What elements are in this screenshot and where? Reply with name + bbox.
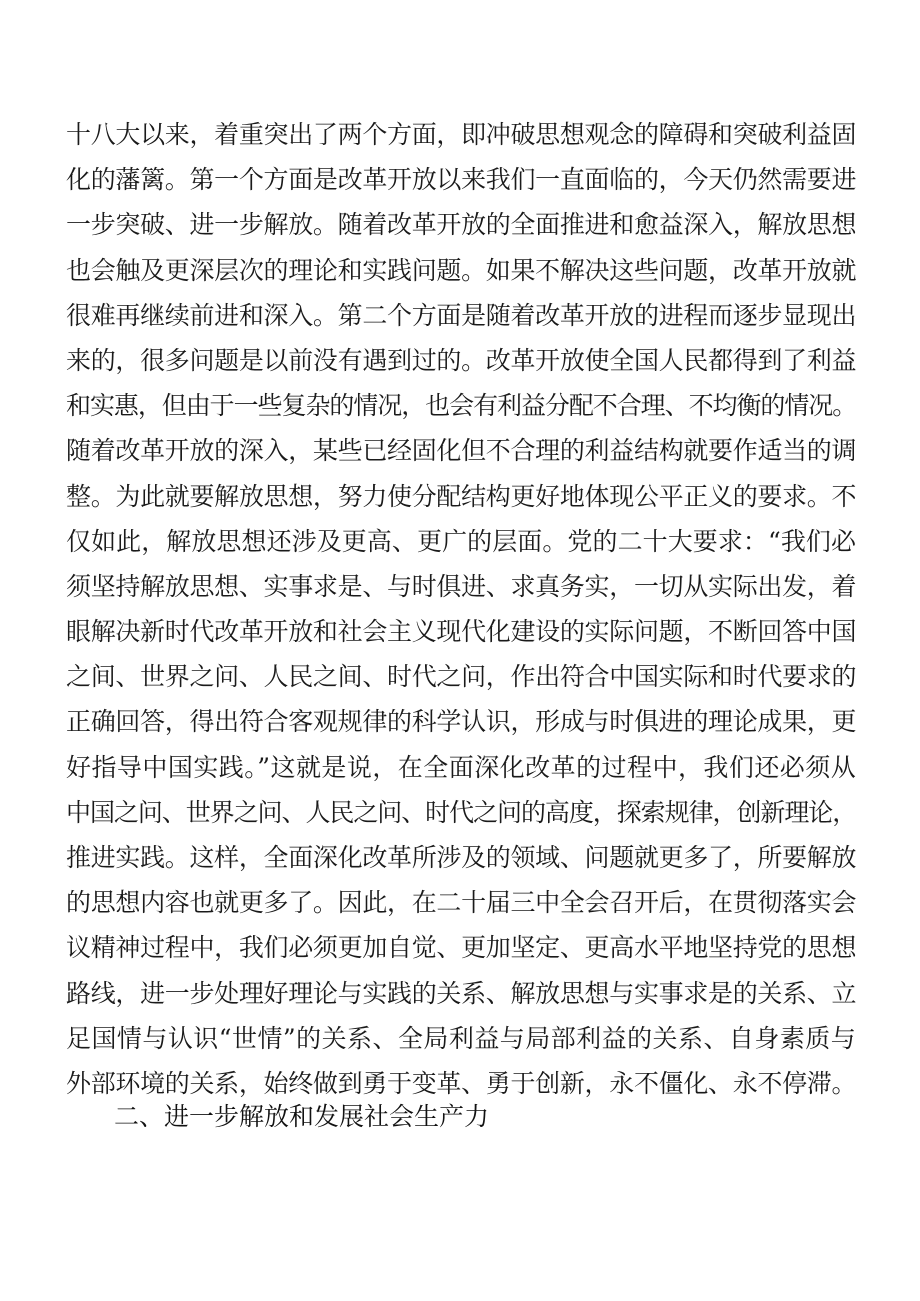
- paragraph-line: 外部环境的关系，始终做到勇于变革、勇于创新，永不僵化、永不停滞。: [66, 1068, 856, 1098]
- paragraph-line: 也会触及更深层次的理论和实践问题。如果不解决这些问题，改革开放就: [66, 255, 856, 285]
- paragraph-line: 中国之问、世界之问、人民之问、时代之问的高度，探索规律，创新理论，: [66, 797, 856, 827]
- paragraph-line: 仅如此，解放思想还涉及更高、更广的层面。党的二十大要求：“我们必: [66, 526, 856, 556]
- paragraph-line: 眼解决新时代改革开放和社会主义现代化建设的实际问题，不断回答中国: [66, 617, 856, 647]
- paragraph-line: 很难再继续前进和深入。第二个方面是随着改革开放的进程而逐步显现出: [66, 300, 856, 330]
- paragraph-line: 路线，进一步处理好理论与实践的关系、解放思想与实事求是的关系、立: [66, 978, 856, 1008]
- paragraph-line: 来的，很多问题是以前没有遇到过的。改革开放使全国人民都得到了利益: [66, 345, 856, 375]
- paragraph-line: 化的藩篱。第一个方面是改革开放以来我们一直面临的，今天仍然需要进: [66, 165, 856, 195]
- section-heading: 二、进一步解放和发展社会生产力: [114, 1102, 490, 1131]
- paragraph-line: 整。为此就要解放思想，努力使分配结构更好地体现公平正义的要求。不: [66, 481, 856, 511]
- paragraph-line: 正确回答，得出符合客观规律的科学认识，形成与时俱进的理论成果，更: [66, 707, 856, 737]
- paragraph-line: 好指导中国实践。”这就是说，在全面深化改革的过程中，我们还必须从: [66, 752, 856, 782]
- paragraph-line: 的思想内容也就更多了。因此，在二十届三中全会召开后，在贯彻落实会: [66, 888, 856, 918]
- paragraph-line: 推进实践。这样，全面深化改革所涉及的领域、问题就更多了，所要解放: [66, 843, 856, 872]
- paragraph-line: 须坚持解放思想、实事求是、与时俱进、求真务实，一切从实际出发，着: [66, 571, 856, 601]
- paragraph-line: 一步突破、进一步解放。随着改革开放的全面推进和愈益深入，解放思想: [66, 210, 856, 240]
- paragraph-line: 议精神过程中，我们必须更加自觉、更加坚定、更高水平地坚持党的思想: [66, 933, 856, 963]
- paragraph-line: 和实惠，但由于一些复杂的情况，也会有利益分配不合理、不均衡的情况。: [66, 391, 856, 421]
- body-paragraph: [66, 112, 856, 1106]
- paragraph-line: 足国情与认识“世情”的关系、全局利益与局部利益的关系、自身素质与: [66, 1023, 856, 1053]
- paragraph-line: 十八大以来，着重突出了两个方面，即冲破思想观念的障碍和突破利益固: [66, 120, 856, 149]
- paragraph-line: 随着改革开放的深入，某些已经固化但不合理的利益结构就要作适当的调: [66, 436, 856, 466]
- paragraph-line: 之间、世界之问、人民之间、时代之问，作出符合中国实际和时代要求的: [66, 662, 856, 692]
